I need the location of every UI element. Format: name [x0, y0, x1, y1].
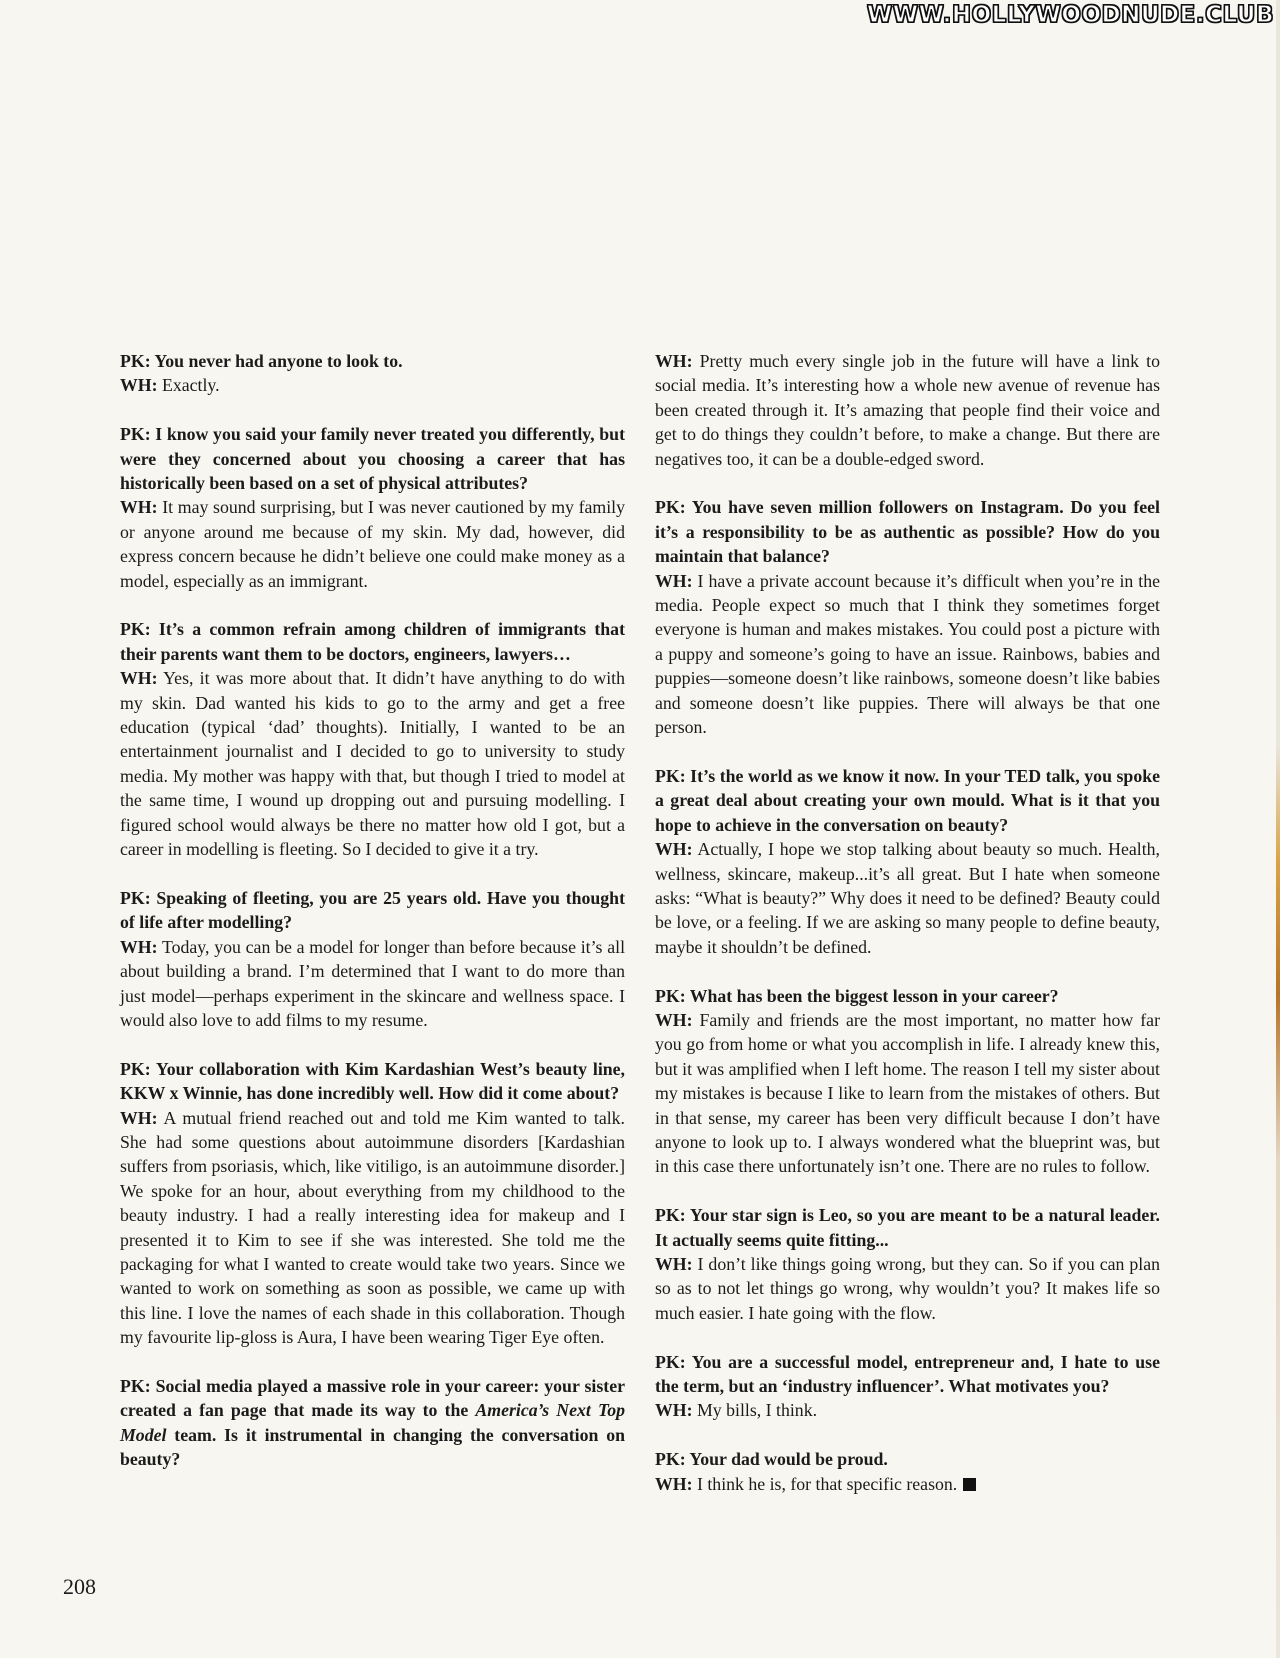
- question-text: PK: Social media played a massive role in your career: your sister created a fan page that made its way to the: [120, 1375, 625, 1421]
- page-number: 208: [63, 1574, 96, 1599]
- answer: [120, 495, 625, 593]
- question: PK: You never had anyone to look to.: [120, 351, 403, 371]
- answer-text: Yes, it was more about that. It didn’t have anything to do with my skin. Dad wanted his kids to go to the army and get a free education (typical ‘dad’ thoughts). Initially, I wanted to be an entertainment journalist and I decided to go to university to study media. My mother was happy with that, but though I tried to model at the same time, I wound up dropping out and pursuing modelling. I figured school would always be there no matter how old I got, but a career in modelling is fleeting. So I decided to give it a try.: [120, 668, 625, 860]
- question: PK: It’s a common refrain among children of immigrants that their parents want them to be doctors, engineers, lawyers…: [120, 619, 625, 664]
- answer-speaker: WH:: [655, 839, 693, 860]
- answer-speaker: WH:: [120, 375, 158, 396]
- answer-text: Family and friends are the most important, no matter how far you go from home or what you accomplish in life. I already knew this, but it was amplified when I left home. The reason I tell my sister about my mistakes is because I like to learn from the mistakes of others. But in that sense, my career has been very difficult because I don’t have anyone to look up to. I always wondered what the blueprint was, but in this case there unfortunately isn’t one. There are no rules to follow.: [655, 1009, 1160, 1177]
- answer-speaker: WH:: [120, 497, 158, 518]
- answer-speaker: WH:: [655, 1253, 693, 1274]
- qa-block: [120, 886, 625, 1032]
- qa-block: [655, 1203, 1160, 1325]
- answer-speaker: WH:: [655, 1473, 693, 1494]
- qa-block: [655, 495, 1160, 739]
- left-column: [120, 349, 625, 1496]
- answer-text: I don’t like things going wrong, but they can. So if you can plan so as to not let things go wrong, why wouldn’t you? It makes life so much easier. I hate going with the flow.: [655, 1253, 1160, 1323]
- answer-text: Pretty much every single job in the future will have a link to social media. It’s interesting how a whole new avenue of revenue has been created through it. It’s amazing that people find their voice and get to do things they couldn’t before, to make a change. But there are negatives too, it can be a double-edged sword.: [655, 351, 1160, 469]
- question: PK: It’s the world as we know it now. In your TED talk, you spoke a great deal about creating your own mould. What is it that you hope to achieve in the conversation on beauty?: [655, 765, 1160, 835]
- question: PK: You have seven million followers on Instagram. Do you feel it’s a responsibility to be as authentic as possible? How do you maintain that balance?: [655, 497, 1160, 567]
- qa-block: [655, 1447, 1160, 1496]
- question: PK: Your star sign is Leo, so you are meant to be a natural leader. It actually seems quite fitting...: [655, 1205, 1160, 1250]
- question: PK: What has been the biggest lesson in your career?: [655, 985, 1059, 1006]
- question: PK: Speaking of fleeting, you are 25 years old. Have you thought of life after modelling?: [120, 887, 625, 933]
- answer: [655, 349, 1160, 471]
- question: [120, 1374, 625, 1472]
- question: PK: Your collaboration with Kim Kardashian West’s beauty line, KKW x Winnie, has done incredibly well. How did it come about?: [120, 1058, 625, 1104]
- answer-text: Exactly.: [162, 375, 220, 396]
- answer-continuation: [655, 349, 1160, 471]
- question-text: team. Is it instrumental in changing the conversation on beauty?: [120, 1424, 625, 1470]
- answer: [120, 666, 625, 861]
- answer-text: I think he is, for that specific reason.: [697, 1473, 958, 1494]
- answer-speaker: WH:: [120, 668, 158, 689]
- answer-speaker: WH:: [120, 1107, 158, 1128]
- answer-speaker: WH:: [120, 936, 158, 957]
- answer-text: I have a private account because it’s difficult when you’re in the media. People expect so much that I think they sometimes forget everyone is human and makes mistakes. You could post a picture with a puppy and someone’s going to have an issue. Rainbows, babies and puppies—someone doesn’t like rainbows, someone doesn’t like babies and someone doesn’t like puppies. There will always be that one person.: [655, 570, 1160, 738]
- qa-block: [120, 422, 625, 593]
- answer: [655, 569, 1160, 740]
- answer: [655, 1252, 1160, 1325]
- question: PK: You are a successful model, entrepreneur and, I hate to use the term, but an ‘industry influencer’. What motivates you?: [655, 1351, 1160, 1396]
- answer: [120, 1106, 625, 1350]
- question: PK: I know you said your family never treated you differently, but were they concerned about you choosing a career that has historically been based on a set of physical attributes?: [120, 424, 625, 494]
- answer: [655, 837, 1160, 959]
- qa-block: [655, 764, 1160, 959]
- qa-block-continued: [120, 1374, 625, 1472]
- page-edge-strip: [1276, 0, 1280, 1658]
- question: PK: Your dad would be proud.: [655, 1449, 888, 1470]
- answer-speaker: WH:: [655, 351, 693, 371]
- answer: [120, 935, 625, 1033]
- answer-speaker: WH:: [655, 1400, 693, 1421]
- answer-text: My bills, I think.: [697, 1400, 818, 1421]
- qa-block: [120, 617, 625, 861]
- qa-block: [120, 349, 625, 398]
- qa-block: [655, 1350, 1160, 1423]
- right-column: [655, 349, 1160, 1520]
- answer-text: Today, you can be a model for longer than before because it’s all about building a brand. I’m determined that I want to do more than just model—perhaps experiment in the skincare and wellness space. I would also love to add films to my resume.: [120, 936, 626, 1030]
- answer-text: Actually, I hope we stop talking about beauty so much. Health, wellness, skincare, makeup...it’s all great. But I hate when someone asks: “What is beauty?” Why does it need to be defined? Beauty could be love, or a feeling. If we are asking so many people to define beauty, maybe it shouldn’t be defined.: [655, 839, 1161, 957]
- answer-text: It may sound surprising, but I was never cautioned by my family or anyone around me because of my skin. My dad, however, did express concern because he didn’t believe one could make money as a model, especially as an immigrant.: [120, 497, 626, 591]
- answer-text: A mutual friend reached out and told me Kim wanted to talk. She had some questions about autoimmune disorders [Kardashian suffers from psoriasis, which, like vitiligo, is an autoimmune disorder.] We spoke for an hour, about everything from my childhood to the beauty industry. I had a really interesting idea for makeup and I presented it to Kim to see if she was interested. She told me the packaging for what I wanted to create would take two years. Since we wanted to work on something as soon as possible, we came up with this line. I love the names of each shade in this collaboration. Though my favourite lip-gloss is Aura, I have been wearing Tiger Eye often.: [120, 1107, 625, 1348]
- answer: [655, 1008, 1160, 1179]
- answer-speaker: WH:: [655, 570, 693, 591]
- qa-block: [655, 984, 1160, 1179]
- end-of-article-mark: [963, 1478, 976, 1491]
- answer: [120, 373, 625, 397]
- show-title: America’s Next Top Model: [120, 1400, 625, 1445]
- answer: [655, 1472, 1160, 1496]
- qa-block: [120, 1057, 625, 1350]
- watermark-text: WWW.HOLLYWOODNUDE.CLUB: [866, 2, 1274, 28]
- answer-speaker: WH:: [655, 1009, 693, 1030]
- answer: [655, 1398, 1160, 1422]
